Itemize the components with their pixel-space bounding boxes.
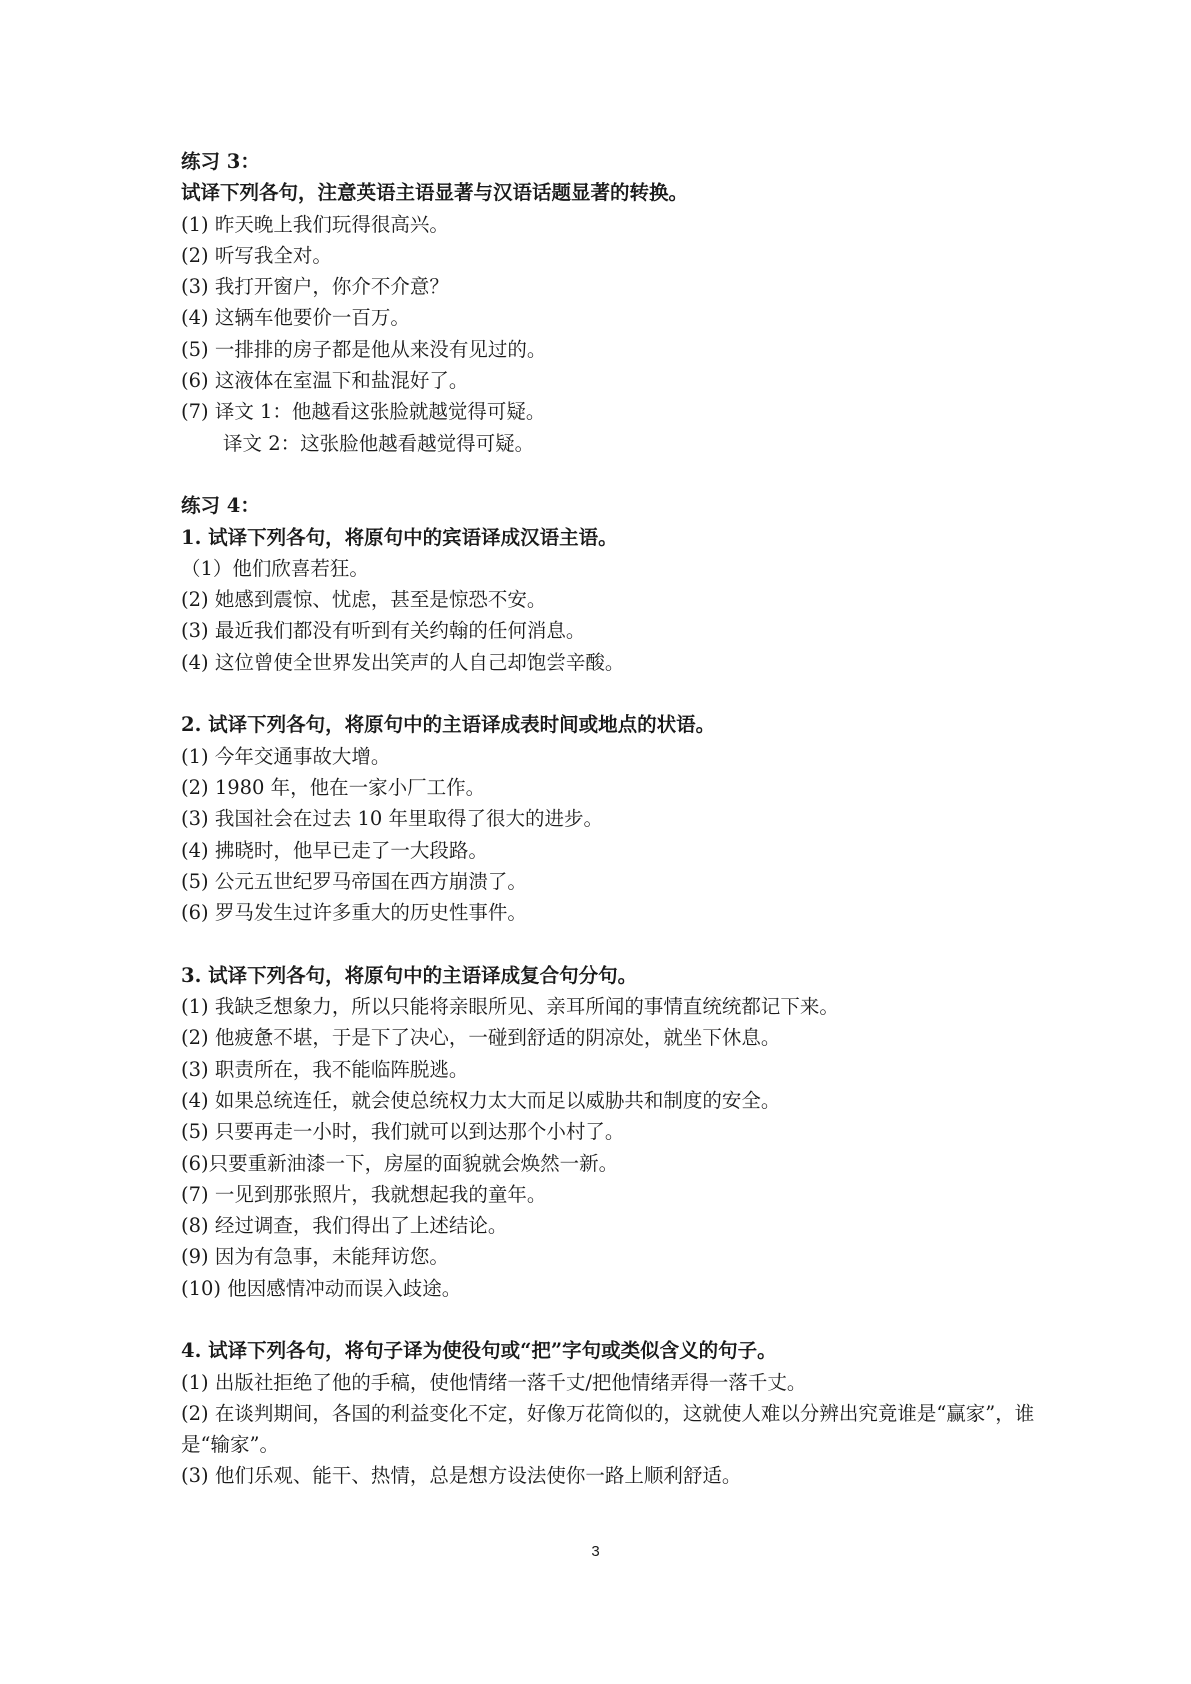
- section-1-item: (2) 她感到震惊、忧虑，甚至是惊恐不安。: [181, 588, 547, 612]
- section-3-item: (9) 因为有急事，未能拜访您。: [181, 1245, 449, 1269]
- spacer: [181, 678, 1041, 709]
- section-3-item: (2) 他疲惫不堪，于是下了决心，一碰到舒适的阴凉处，就坐下休息。: [181, 1026, 781, 1050]
- section-2-item: (3) 我国社会在过去 10 年里取得了很大的进步。: [181, 807, 604, 831]
- exercise-3-title: 练习 3：: [181, 150, 260, 173]
- section-3-item: (3) 职责所在，我不能临阵脱逃。: [181, 1057, 469, 1081]
- section-1-item: （1）他们欣喜若狂。: [181, 556, 369, 580]
- section-2-heading: 2. 试译下列各句，将原句中的主语译成表时间或地点的状语。: [181, 713, 716, 737]
- section-4-heading: 4. 试译下列各句，将句子译为使役句或“把”字句或类似含义的句子。: [181, 1339, 777, 1363]
- spacer: [181, 1304, 1041, 1335]
- spacer: [181, 928, 1041, 959]
- section-3-item: (10) 他因感情冲动而误入歧途。: [181, 1276, 462, 1300]
- section-3-heading: 3. 试译下列各句，将原句中的主语译成复合句分句。: [181, 963, 638, 987]
- section-2-item: (4) 拂晓时，他早已走了一大段路。: [181, 838, 488, 862]
- exercise-3-item: (5) 一排排的房子都是他从来没有见过的。: [181, 337, 547, 361]
- section-3-item: (8) 经过调查，我们得出了上述结论。: [181, 1214, 508, 1238]
- section-3-item: (6)只要重新油漆一下，房屋的面貌就会焕然一新。: [181, 1151, 619, 1175]
- exercise-3-item: (2) 听写我全对。: [181, 243, 332, 267]
- section-1-item: (3) 最近我们都没有听到有关约翰的任何消息。: [181, 619, 586, 643]
- section-1-item: (4) 这位曾使全世界发出笑声的人自己却饱尝辛酸。: [181, 650, 625, 674]
- section-3-item: (4) 如果总统连任，就会使总统权力太大而足以威胁共和制度的安全。: [181, 1088, 781, 1112]
- exercise-3-item: (7) 译文 1：他越看这张脸就越觉得可疑。: [181, 400, 546, 424]
- spacer: [181, 459, 1041, 490]
- exercise-3-item-7-alt: 译文 2：这张脸他越看越觉得可疑。: [223, 431, 535, 455]
- exercise-4-title: 练习 4：: [181, 494, 260, 518]
- section-2-item: (5) 公元五世纪罗马帝国在西方崩溃了。: [181, 869, 527, 893]
- section-4-item: (1) 出版社拒绝了他的手稿，使他情绪一落千丈/把他情绪弄得一落千丈。: [181, 1370, 807, 1394]
- section-3-item: (5) 只要再走一小时，我们就可以到达那个小村了。: [181, 1120, 625, 1144]
- page-content: [181, 146, 1041, 1492]
- section-3-item: (7) 一见到那张照片，我就想起我的童年。: [181, 1182, 547, 1206]
- section-1-heading: 1. 试译下列各句，将原句中的宾语译成汉语主语。: [181, 525, 618, 549]
- page-number: 3: [591, 1543, 600, 1560]
- exercise-3-item: (6) 这液体在室温下和盐混好了。: [181, 369, 469, 393]
- section-4-item: (2) 在谈判期间，各国的利益变化不定，好像万花筒似的，这就使人难以分辨出究竟谁是“赢家”，谁是“输家”。: [181, 1401, 1035, 1457]
- section-3-item: (1) 我缺乏想象力，所以只能将亲眼所见、亲耳所闻的事情直统统都记下来。: [181, 995, 839, 1019]
- section-2-item: (2) 1980 年，他在一家小厂工作。: [181, 775, 486, 799]
- section-2-item: (6) 罗马发生过许多重大的历史性事件。: [181, 901, 527, 925]
- exercise-3-instruction: 试译下列各句，注意英语主语显著与汉语话题显著的转换。: [181, 181, 689, 205]
- exercise-3-item: (3) 我打开窗户，你介不介意？: [181, 275, 449, 299]
- exercise-3-item: (1) 昨天晚上我们玩得很高兴。: [181, 212, 449, 236]
- section-2-item: (1) 今年交通事故大增。: [181, 744, 391, 768]
- exercise-3-item: (4) 这辆车他要价一百万。: [181, 306, 410, 330]
- section-4-item: (3) 他们乐观、能干、热情，总是想方设法使你一路上顺利舒适。: [181, 1464, 742, 1488]
